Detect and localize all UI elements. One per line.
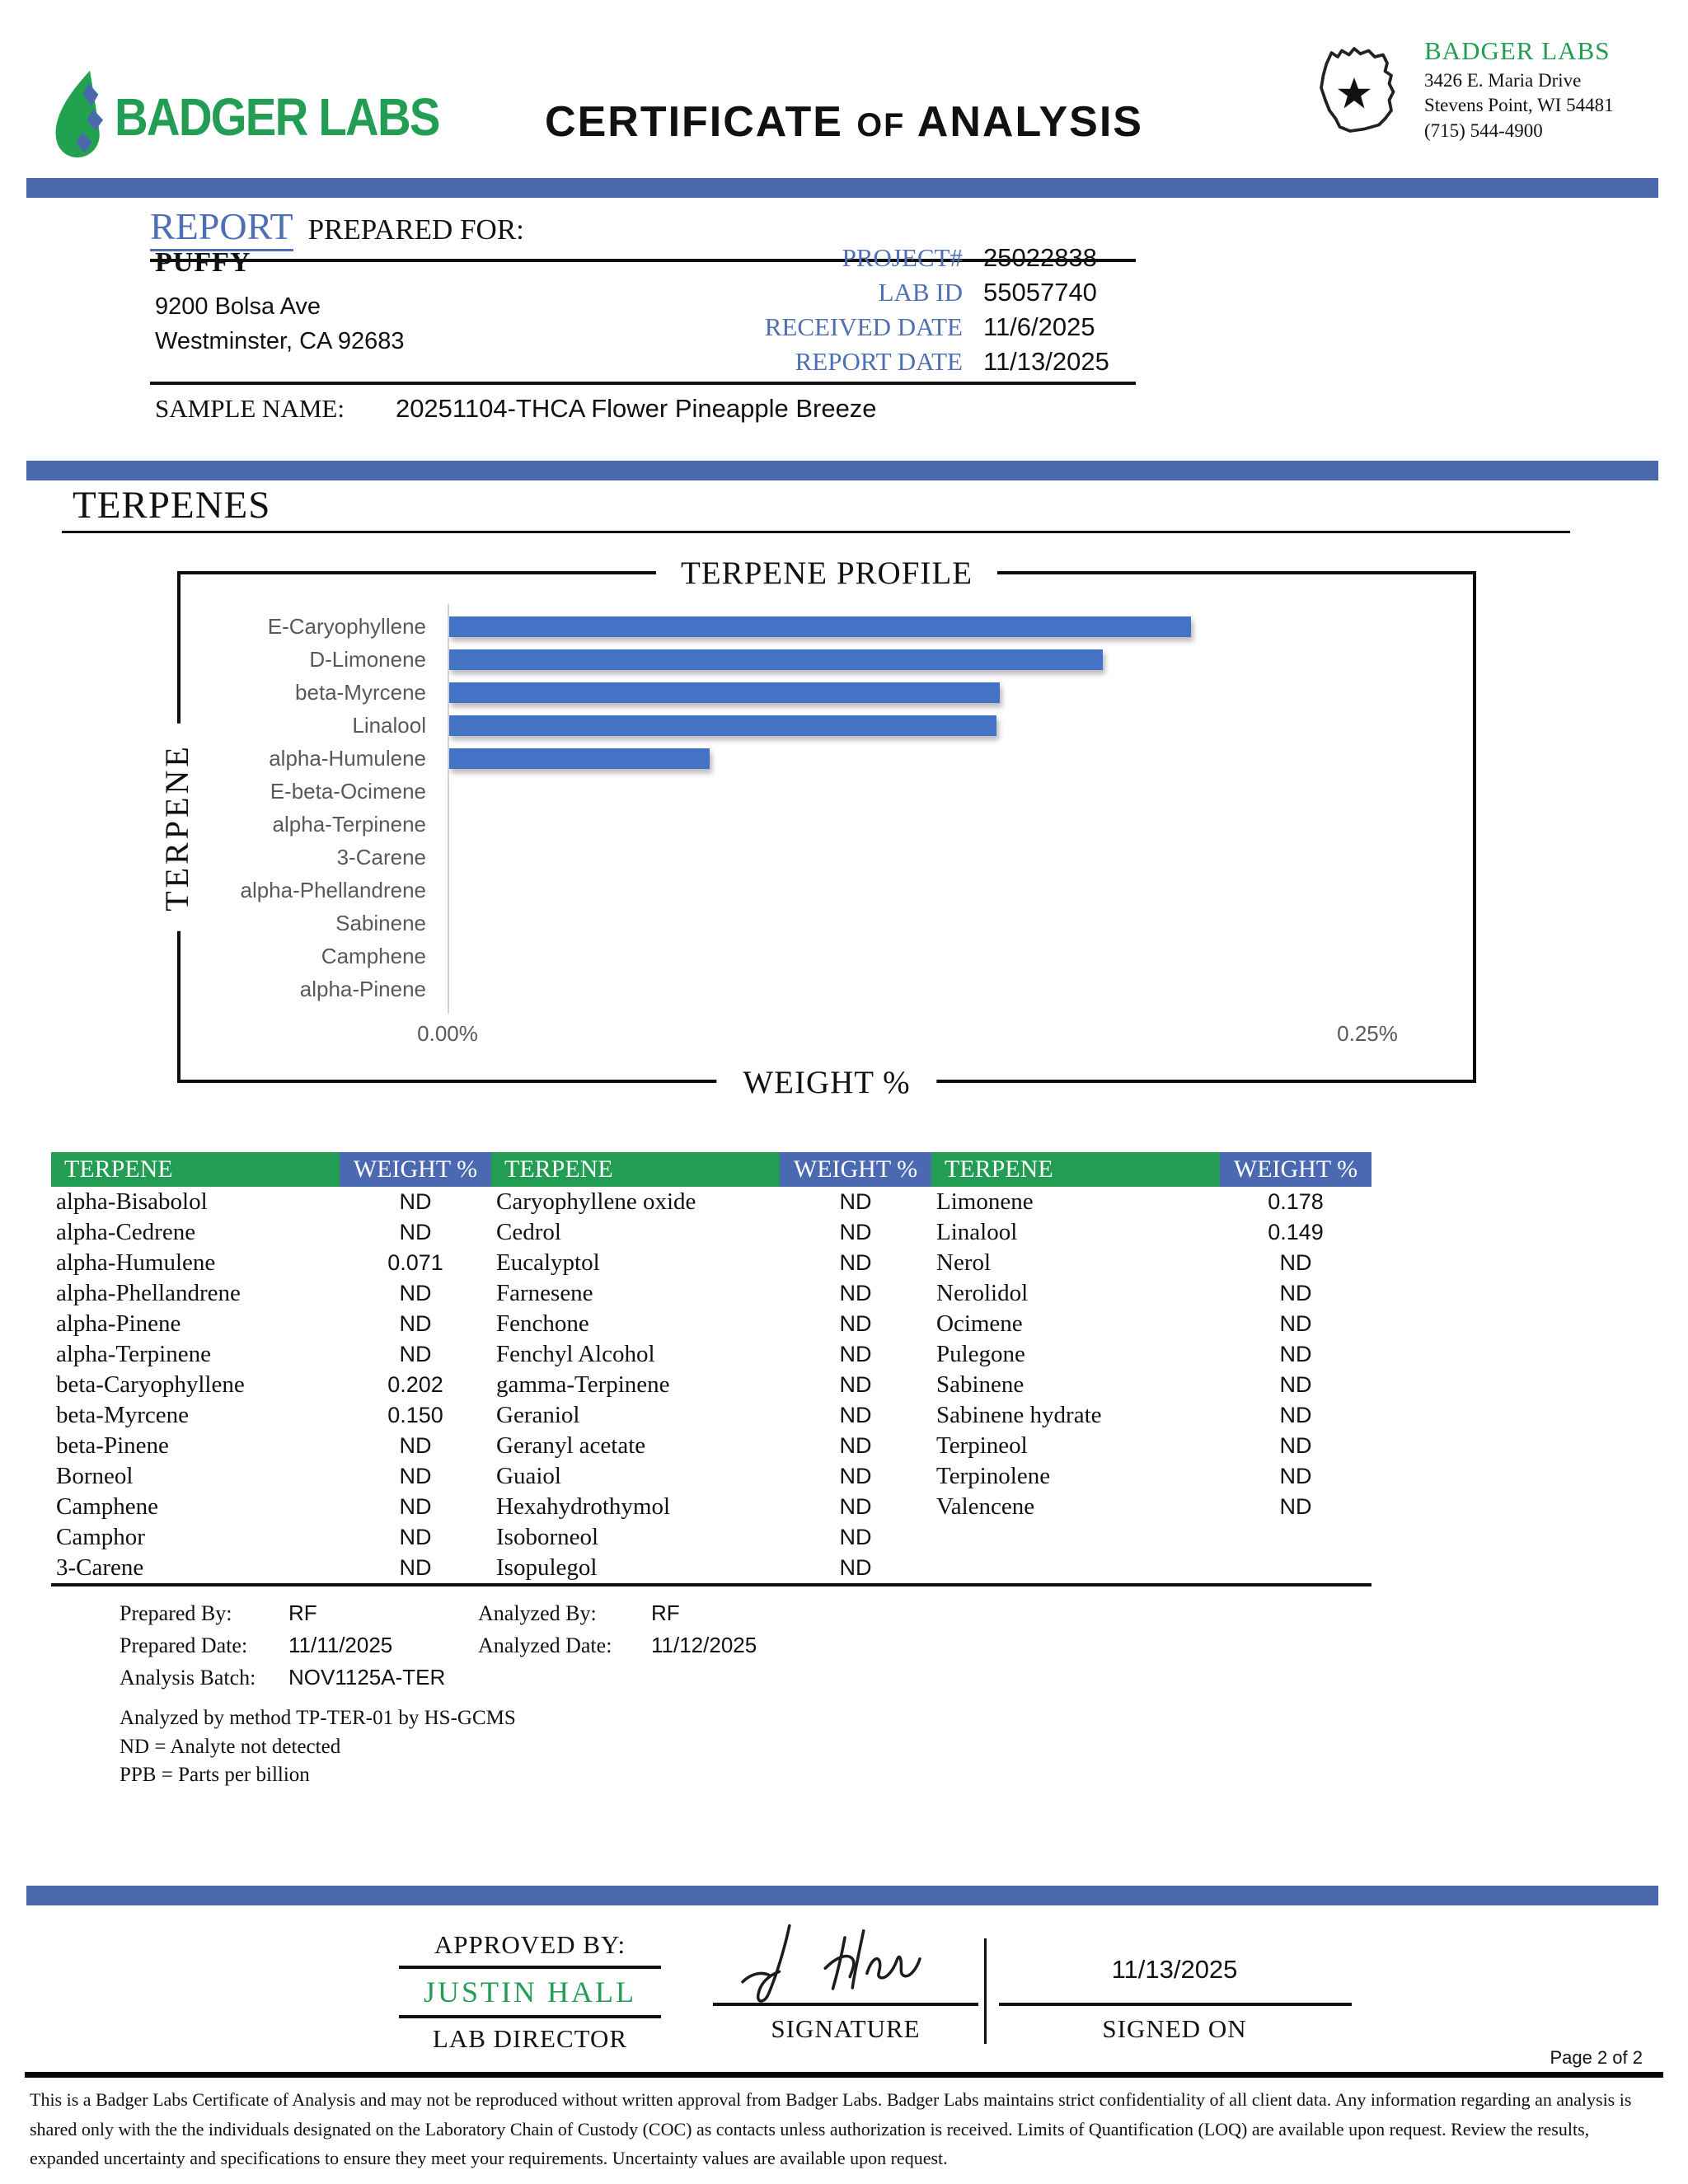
terpene-weight-cell: ND bbox=[839, 1250, 872, 1275]
terpene-weight-cell: ND bbox=[1279, 1311, 1312, 1336]
terpene-name-cell: Isoborneol bbox=[496, 1524, 599, 1550]
sample-name-value: 20251104-THCA Flower Pineapple Breeze bbox=[395, 394, 877, 423]
chart-bar-track bbox=[448, 748, 1367, 769]
table-row bbox=[931, 1461, 1372, 1492]
report-field-row bbox=[676, 344, 1137, 379]
terpene-name-cell: Fenchyl Alcohol bbox=[496, 1341, 655, 1367]
terpene-weight-cell: ND bbox=[839, 1220, 872, 1244]
divider-bar-terpenes bbox=[26, 461, 1658, 480]
chart-row bbox=[181, 841, 1473, 874]
lab-address-line1: 3426 E. Maria Drive bbox=[1424, 70, 1582, 91]
table-row bbox=[51, 1217, 491, 1248]
terpene-weight-cell: ND bbox=[399, 1494, 432, 1519]
chart-title: TERPENE PROFILE bbox=[656, 555, 997, 592]
table-header-terpene: TERPENE bbox=[491, 1152, 780, 1187]
terpene-weight-cell: ND bbox=[399, 1525, 432, 1549]
chart-y-axis-label: TERPENE bbox=[157, 724, 196, 931]
chart-bar bbox=[448, 715, 996, 736]
table-row bbox=[931, 1339, 1372, 1370]
chart-category-label: Sabinene bbox=[335, 910, 426, 935]
divider-bar-bottom bbox=[26, 1886, 1658, 1905]
terpene-weight-cell: 0.071 bbox=[387, 1250, 443, 1275]
approval-block bbox=[394, 1930, 666, 2054]
table-row bbox=[491, 1309, 931, 1339]
terpene-weight-cell: ND bbox=[839, 1555, 872, 1580]
terpene-name-cell: Caryophyllene oxide bbox=[496, 1188, 696, 1215]
terpene-name-cell: Limonene bbox=[936, 1188, 1034, 1215]
meta-label: Analyzed Date: bbox=[478, 1633, 612, 1657]
badger-labs-logo bbox=[45, 66, 483, 167]
footer-rule bbox=[25, 2072, 1663, 2078]
terpene-name-cell: Isopulegol bbox=[496, 1554, 598, 1581]
terpene-name-cell: Eucalyptol bbox=[496, 1249, 600, 1276]
page-number: Page 2 of 2 bbox=[1550, 2047, 1643, 2068]
table-row bbox=[51, 1522, 491, 1553]
chart-bar bbox=[448, 682, 1000, 703]
meta-row bbox=[120, 1597, 757, 1629]
meta-label: Prepared Date: bbox=[120, 1633, 248, 1657]
table-row bbox=[931, 1400, 1372, 1431]
signed-on-label: SIGNED ON bbox=[1102, 2014, 1247, 2043]
report-field-label: REPORT DATE bbox=[795, 347, 963, 376]
approval-divider bbox=[984, 1938, 987, 2044]
signature-label: SIGNATURE bbox=[771, 2014, 921, 2043]
report-field-value: 11/13/2025 bbox=[983, 347, 1109, 376]
chart-bar-track bbox=[448, 616, 1367, 637]
chart-bar bbox=[448, 748, 710, 769]
terpene-name-cell: Nerol bbox=[936, 1249, 992, 1276]
logo-wordmark: BADGER LABS bbox=[115, 87, 439, 147]
chart-row bbox=[181, 775, 1473, 808]
table-column-pair bbox=[51, 1152, 491, 1583]
chart-category-label: Camphene bbox=[321, 943, 426, 968]
terpene-weight-cell: ND bbox=[839, 1372, 872, 1397]
terpene-name-cell: beta-Caryophyllene bbox=[56, 1371, 245, 1398]
terpene-weight-cell: ND bbox=[839, 1311, 872, 1336]
client-address-line2: Westminster, CA 92683 bbox=[155, 328, 405, 354]
terpene-name-cell: Fenchone bbox=[496, 1310, 589, 1337]
report-heading-rest: PREPARED FOR: bbox=[307, 213, 524, 246]
terpene-weight-cell: ND bbox=[839, 1342, 872, 1366]
approved-by-label: APPROVED BY: bbox=[434, 1930, 626, 1959]
report-heading bbox=[150, 204, 524, 248]
sample-rule bbox=[150, 382, 1136, 385]
chart-category-label: E-Caryophyllene bbox=[267, 613, 426, 639]
terpene-name-cell: Ocimene bbox=[936, 1310, 1023, 1337]
terpene-weight-cell: ND bbox=[1279, 1372, 1312, 1397]
chart-row bbox=[181, 874, 1473, 907]
terpene-weight-cell: ND bbox=[399, 1433, 432, 1458]
table-row bbox=[931, 1492, 1372, 1522]
client-address-line1: 9200 Bolsa Ave bbox=[155, 293, 321, 320]
terpene-name-cell: gamma-Terpinene bbox=[496, 1371, 670, 1398]
chart-row bbox=[181, 940, 1473, 972]
meta-note: PPB = Parts per billion bbox=[120, 1764, 310, 1786]
terpene-weight-cell: ND bbox=[399, 1220, 432, 1244]
table-row bbox=[51, 1400, 491, 1431]
chart-category-label: beta-Myrcene bbox=[295, 679, 426, 705]
report-field-row bbox=[676, 310, 1137, 344]
chart-category-label: alpha-Pinene bbox=[299, 976, 426, 1001]
terpene-name-cell: Terpinolene bbox=[936, 1463, 1051, 1489]
table-row bbox=[491, 1553, 931, 1583]
terpene-weight-cell: 0.202 bbox=[387, 1372, 443, 1397]
chart-row bbox=[181, 808, 1473, 841]
table-row bbox=[491, 1248, 931, 1278]
chart-axis-line bbox=[448, 604, 449, 1014]
section-rule bbox=[62, 531, 1570, 533]
chart-bar-track bbox=[448, 682, 1367, 703]
terpene-weight-cell: ND bbox=[399, 1281, 432, 1305]
table-row bbox=[931, 1217, 1372, 1248]
terpene-weight-cell: ND bbox=[1279, 1433, 1312, 1458]
terpene-weight-cell: ND bbox=[839, 1281, 872, 1305]
chart-x-axis-label: WEIGHT % bbox=[716, 1064, 936, 1101]
chart-rows bbox=[181, 610, 1473, 1005]
terpene-name-cell: Nerolidol bbox=[936, 1280, 1029, 1306]
terpene-name-cell: alpha-Phellandrene bbox=[56, 1280, 241, 1306]
meta-label: Prepared By: bbox=[120, 1601, 232, 1625]
table-row bbox=[51, 1187, 491, 1217]
meta-value: RF bbox=[288, 1601, 317, 1625]
terpene-name-cell: Farnesene bbox=[496, 1280, 593, 1306]
table-row bbox=[51, 1492, 491, 1522]
terpene-weight-cell: ND bbox=[399, 1311, 432, 1336]
meta-row bbox=[120, 1629, 757, 1661]
table-row bbox=[491, 1522, 931, 1553]
terpene-weight-cell: ND bbox=[839, 1494, 872, 1519]
chart-row bbox=[181, 709, 1473, 742]
terpene-name-cell: Linalool bbox=[936, 1219, 1018, 1245]
meta-row bbox=[120, 1661, 757, 1694]
approver-name: JUSTIN HALL bbox=[424, 1975, 636, 2008]
terpene-weight-cell: 0.178 bbox=[1268, 1189, 1324, 1214]
table-row bbox=[931, 1309, 1372, 1339]
chart-bar-track bbox=[448, 880, 1367, 901]
table-row bbox=[51, 1248, 491, 1278]
chart-category-label: D-Limonene bbox=[309, 646, 426, 672]
sample-name-row bbox=[155, 394, 877, 424]
report-field-value: 25022838 bbox=[983, 243, 1097, 272]
terpene-name-cell: Borneol bbox=[56, 1463, 134, 1489]
report-field-value: 55057740 bbox=[983, 278, 1097, 307]
section-title-terpenes: TERPENES bbox=[73, 484, 271, 527]
table-row bbox=[931, 1370, 1372, 1400]
lab-address-line2: Stevens Point, WI 54481 bbox=[1424, 95, 1614, 116]
terpene-name-cell: Geranyl acetate bbox=[496, 1432, 646, 1459]
terpene-weight-cell: ND bbox=[839, 1189, 872, 1214]
divider-bar-top bbox=[26, 178, 1658, 198]
terpene-name-cell: beta-Myrcene bbox=[56, 1402, 190, 1428]
table-row bbox=[491, 1187, 931, 1217]
report-fields bbox=[676, 241, 1137, 379]
meta-value: 11/11/2025 bbox=[288, 1633, 393, 1657]
chart-category-label: alpha-Terpinene bbox=[272, 811, 426, 837]
terpene-weight-cell: 0.149 bbox=[1268, 1220, 1324, 1244]
terpene-name-cell: Sabinene bbox=[936, 1371, 1025, 1398]
chart-row bbox=[181, 907, 1473, 940]
terpene-name-cell: 3-Carene bbox=[56, 1554, 144, 1581]
table-row bbox=[491, 1461, 931, 1492]
terpene-name-cell: Hexahydrothymol bbox=[496, 1493, 671, 1520]
page-title: CERTIFICATE OF ANALYSIS bbox=[545, 98, 1143, 146]
terpene-weight-cell: ND bbox=[1279, 1250, 1312, 1275]
table-row bbox=[51, 1370, 491, 1400]
chart-row bbox=[181, 610, 1473, 643]
meta-value: RF bbox=[651, 1601, 680, 1625]
meta-value: NOV1125A-TER bbox=[288, 1665, 446, 1690]
table-header-terpene: TERPENE bbox=[51, 1152, 340, 1187]
signed-on-line bbox=[999, 2003, 1352, 2006]
signature-image bbox=[717, 1920, 973, 2006]
chart-category-label: alpha-Humulene bbox=[269, 745, 426, 771]
client-name: PUFFY bbox=[155, 247, 251, 278]
terpene-name-cell: Camphene bbox=[56, 1493, 159, 1520]
lab-address-block bbox=[1301, 36, 1614, 168]
terpene-weight-cell: ND bbox=[1279, 1403, 1312, 1427]
lab-name: BADGER LABS bbox=[1424, 36, 1611, 65]
table-row bbox=[51, 1461, 491, 1492]
approver-title: LAB DIRECTOR bbox=[432, 2024, 628, 2053]
chart-bar bbox=[448, 616, 1191, 637]
report-field-label: LAB ID bbox=[878, 278, 963, 307]
table-row bbox=[491, 1217, 931, 1248]
report-field-label: PROJECT# bbox=[842, 243, 963, 272]
table-row bbox=[491, 1400, 931, 1431]
lab-phone: (715) 544-4900 bbox=[1424, 120, 1543, 141]
table-row bbox=[491, 1339, 931, 1370]
chart-row bbox=[181, 972, 1473, 1005]
leaf-logo-icon bbox=[45, 66, 115, 167]
table-row bbox=[51, 1309, 491, 1339]
chart-bar-track bbox=[448, 847, 1367, 868]
table-header-weight: WEIGHT % bbox=[340, 1152, 491, 1187]
terpene-weight-cell: ND bbox=[839, 1525, 872, 1549]
terpene-weight-cell: ND bbox=[1279, 1494, 1312, 1519]
terpene-name-cell: Terpineol bbox=[936, 1432, 1028, 1459]
terpene-name-cell: alpha-Cedrene bbox=[56, 1219, 196, 1245]
approval-rule-2 bbox=[399, 2015, 661, 2018]
chart-category-label: E-beta-Ocimene bbox=[270, 778, 426, 804]
terpene-name-cell: Sabinene hydrate bbox=[936, 1402, 1102, 1428]
signature-line bbox=[713, 2003, 978, 2006]
chart-category-label: Linalool bbox=[352, 712, 426, 738]
table-row bbox=[931, 1248, 1372, 1278]
chart-bar-track bbox=[448, 781, 1367, 802]
chart-bar-track bbox=[448, 715, 1367, 736]
terpene-weight-cell: ND bbox=[1279, 1342, 1312, 1366]
table-column-pair bbox=[931, 1152, 1372, 1583]
table-row bbox=[51, 1278, 491, 1309]
meta-label: Analyzed By: bbox=[478, 1601, 597, 1625]
meta-value: 11/12/2025 bbox=[651, 1633, 757, 1657]
terpene-name-cell: Guaiol bbox=[496, 1463, 561, 1489]
terpene-name-cell: alpha-Terpinene bbox=[56, 1341, 211, 1367]
chart-bar bbox=[448, 649, 1103, 670]
terpene-weight-cell: ND bbox=[399, 1555, 432, 1580]
chart-bar-track bbox=[448, 946, 1367, 967]
terpene-name-cell: beta-Pinene bbox=[56, 1432, 169, 1459]
terpene-name-cell: alpha-Pinene bbox=[56, 1310, 181, 1337]
chart-category-label: alpha-Phellandrene bbox=[240, 877, 426, 902]
table-header-row bbox=[491, 1152, 931, 1187]
meta-note: ND = Analyte not detected bbox=[120, 1735, 341, 1758]
terpene-weight-cell: ND bbox=[839, 1433, 872, 1458]
table-header-weight: WEIGHT % bbox=[1220, 1152, 1372, 1187]
meta-note: Analyzed by method TP-TER-01 by HS-GCMS bbox=[120, 1707, 516, 1729]
terpene-name-cell: Geraniol bbox=[496, 1402, 580, 1428]
terpene-name-cell: Camphor bbox=[56, 1524, 145, 1550]
table-row bbox=[51, 1431, 491, 1461]
chart-row bbox=[181, 676, 1473, 709]
chart-bar-track bbox=[448, 649, 1367, 670]
terpene-weight-cell: ND bbox=[1279, 1281, 1312, 1305]
table-row bbox=[491, 1278, 931, 1309]
terpene-name-cell: Cedrol bbox=[496, 1219, 561, 1245]
chart-bar-track bbox=[448, 814, 1367, 835]
table-row bbox=[491, 1370, 931, 1400]
report-field-row bbox=[676, 241, 1137, 275]
chart-row bbox=[181, 742, 1473, 775]
table-row bbox=[931, 1278, 1372, 1309]
terpene-name-cell: alpha-Bisabolol bbox=[56, 1188, 208, 1215]
table-row bbox=[51, 1339, 491, 1370]
table-row bbox=[931, 1431, 1372, 1461]
terpene-name-cell: alpha-Humulene bbox=[56, 1249, 216, 1276]
table-row bbox=[491, 1431, 931, 1461]
terpene-weight-cell: ND bbox=[1279, 1464, 1312, 1488]
terpene-weight-cell: ND bbox=[399, 1464, 432, 1488]
terpene-profile-chart bbox=[158, 555, 1476, 1100]
terpene-name-cell: Pulegone bbox=[936, 1341, 1025, 1367]
terpene-name-cell: Valencene bbox=[936, 1493, 1035, 1520]
table-header-row bbox=[931, 1152, 1372, 1187]
chart-category-label: 3-Carene bbox=[336, 844, 426, 869]
approval-rule-1 bbox=[399, 1966, 661, 1969]
terpene-weight-cell: ND bbox=[839, 1464, 872, 1488]
meta-label: Analysis Batch: bbox=[120, 1665, 256, 1690]
x-tick-max: 0.25% bbox=[1337, 1021, 1398, 1046]
table-row bbox=[491, 1492, 931, 1522]
footer-disclaimer: This is a Badger Labs Certificate of Analysis and may not be reproduced without written approval from Badger Labs. Badger Labs maintains strict confidentiality of all client data. Any information regarding an analysis is shared only with the the individuals designated on the Laboratory Chain of Custody (COC) as contacts unless authorization is received. Limits of Quantification (LOQ) are available upon request. Review the results, expanded uncertainty and specifications to ensure they meet your requirements. Uncertainty values are available upon request. bbox=[30, 2089, 1632, 2169]
wisconsin-state-icon bbox=[1301, 36, 1424, 168]
sample-name-label: SAMPLE NAME: bbox=[155, 394, 345, 423]
chart-row bbox=[181, 643, 1473, 676]
report-field-value: 11/6/2025 bbox=[983, 312, 1095, 341]
report-field-label: RECEIVED DATE bbox=[764, 312, 963, 341]
table-header-weight: WEIGHT % bbox=[780, 1152, 931, 1187]
terpene-weight-cell: 0.150 bbox=[387, 1403, 443, 1427]
table-row bbox=[931, 1187, 1372, 1217]
terpene-weight-cell: ND bbox=[399, 1189, 432, 1214]
chart-bar-track bbox=[448, 913, 1367, 934]
terpene-weight-cell: ND bbox=[399, 1342, 432, 1366]
table-header-row bbox=[51, 1152, 491, 1187]
report-heading-word: REPORT bbox=[150, 205, 293, 251]
terpene-weight-cell: ND bbox=[839, 1403, 872, 1427]
report-field-row bbox=[676, 275, 1137, 310]
terpene-results-table bbox=[51, 1152, 1372, 1586]
table-row bbox=[51, 1553, 491, 1583]
chart-bar-track bbox=[448, 979, 1367, 1000]
table-column-pair bbox=[491, 1152, 931, 1583]
table-header-terpene: TERPENE bbox=[931, 1152, 1220, 1187]
signed-on-date: 11/13/2025 bbox=[1111, 1955, 1238, 1984]
x-tick-min: 0.00% bbox=[417, 1021, 478, 1046]
analysis-meta bbox=[120, 1597, 757, 1789]
